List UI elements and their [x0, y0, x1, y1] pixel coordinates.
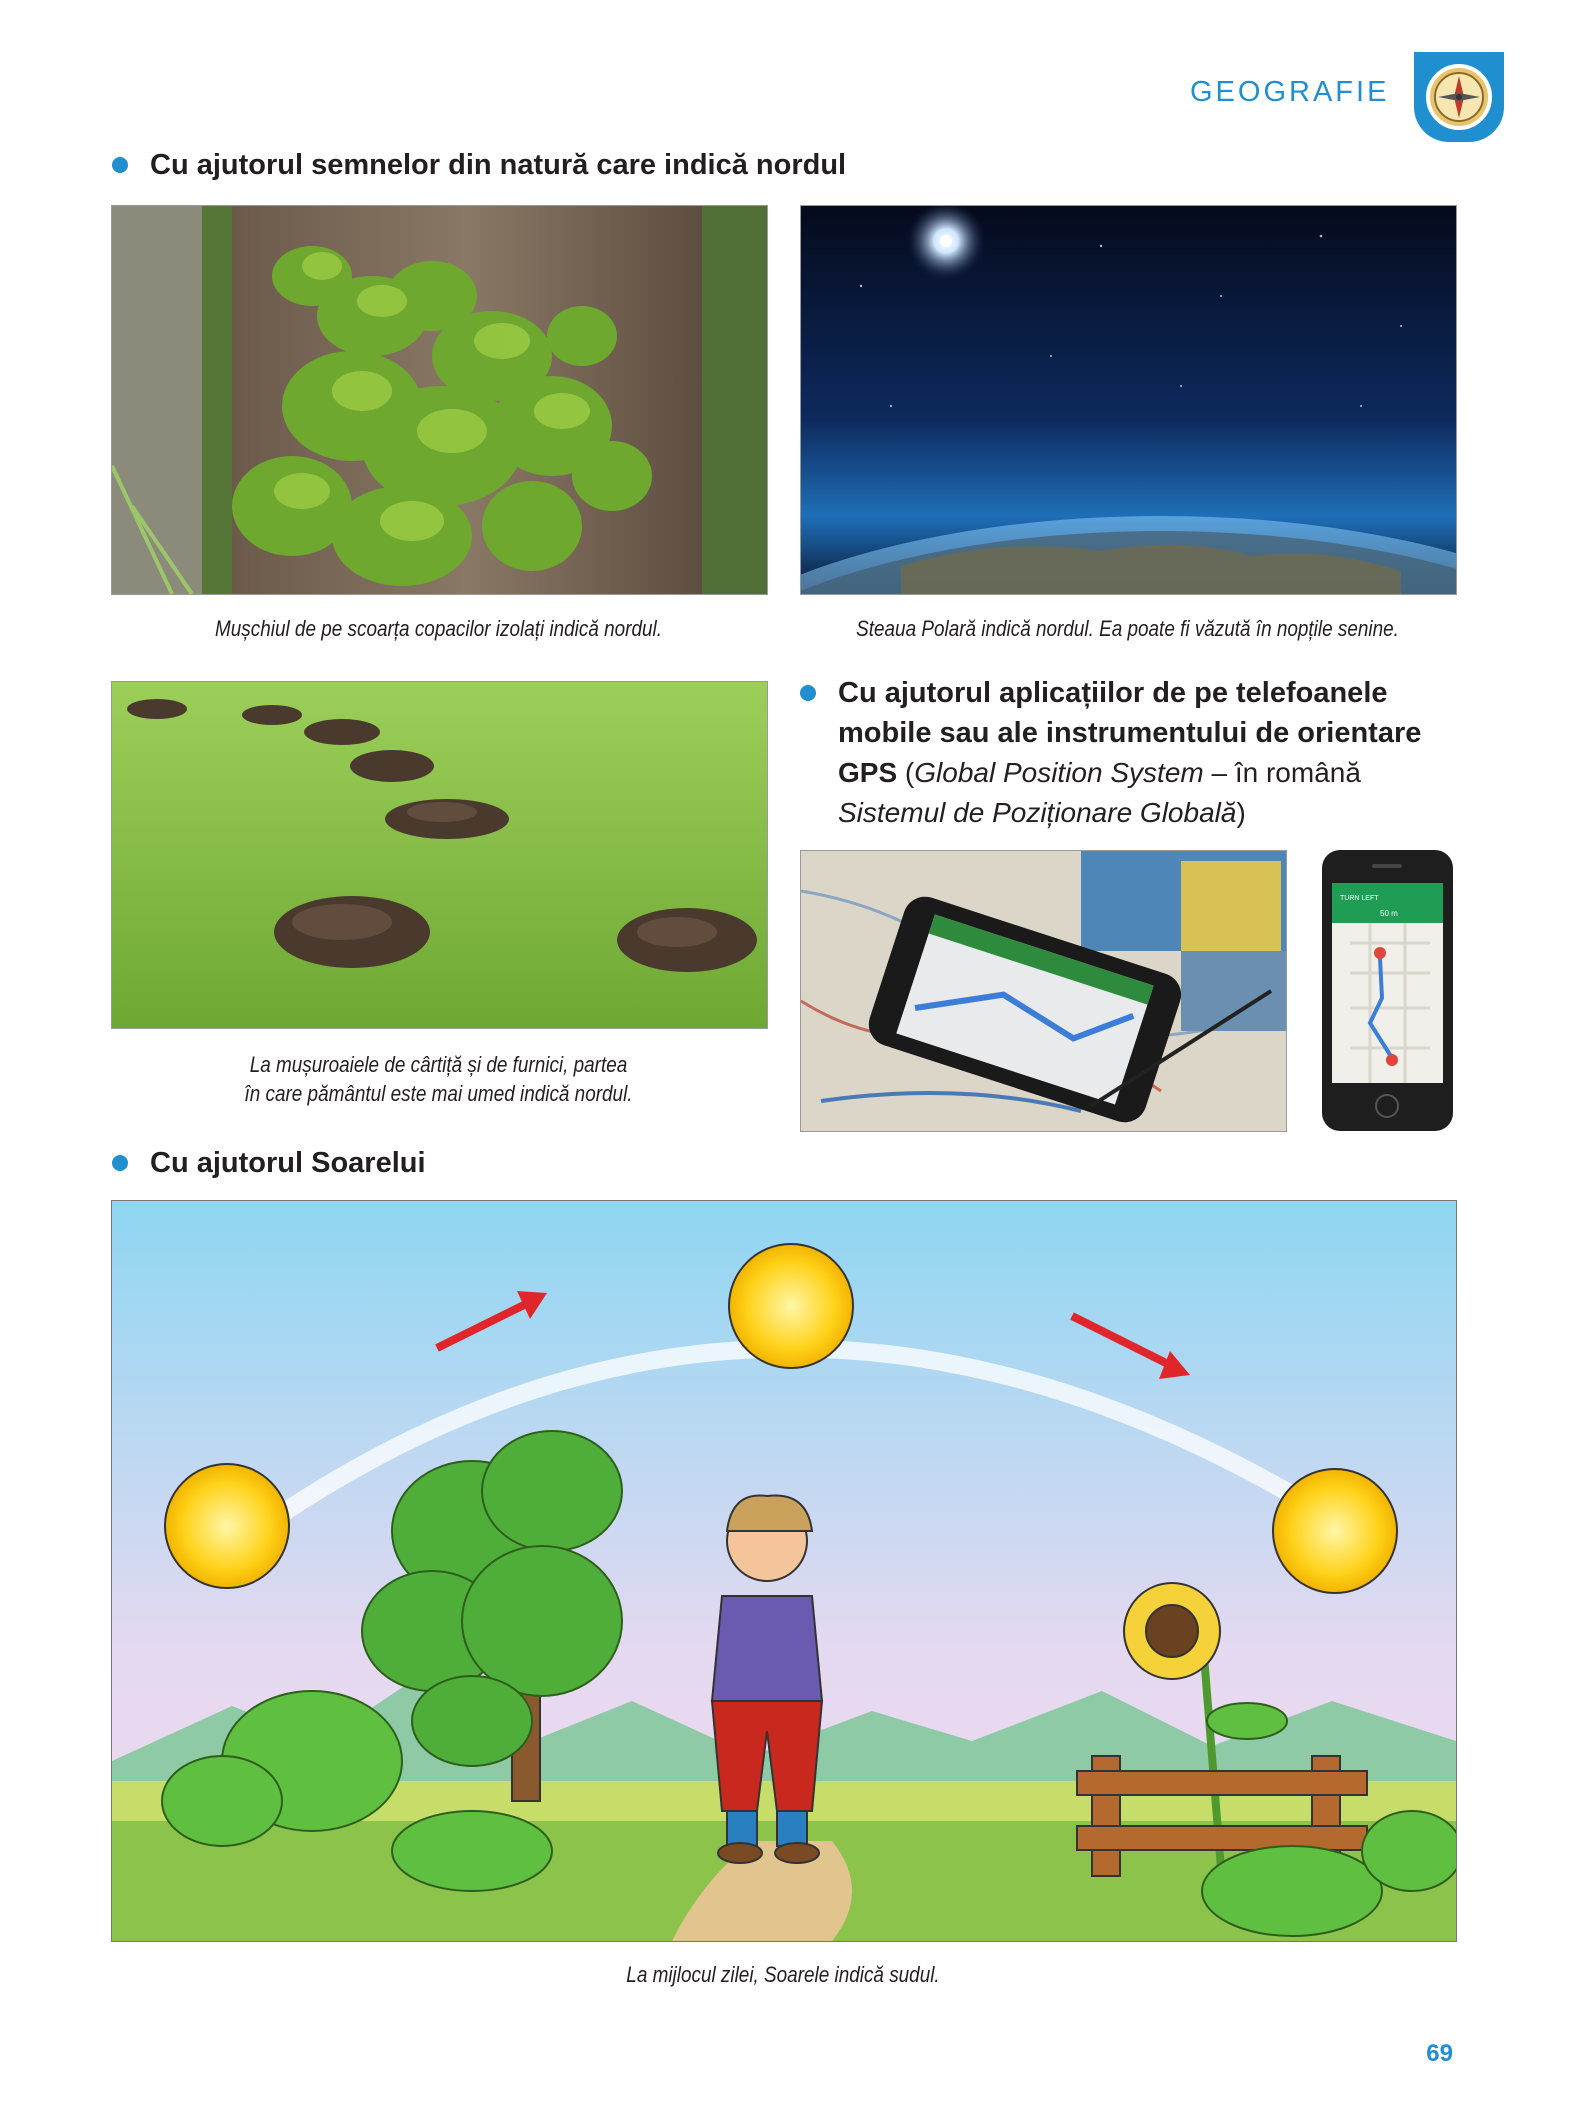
sun-heading-row — [112, 1143, 426, 1183]
gps-device-photo — [800, 850, 1287, 1132]
bullet-icon — [800, 685, 816, 701]
sun-noon-icon — [729, 1244, 853, 1368]
sun-evening-icon — [1273, 1469, 1397, 1593]
phone-turn-text: TURN LEFT — [1340, 895, 1379, 902]
nature-heading: Cu ajutorul semnelor din natură care indică nordul — [150, 149, 847, 181]
phone-distance-text: 50 m — [1380, 909, 1398, 918]
molehills-caption-line1: La mușuroaiele de cârtiță și de furnici, partea — [249, 1052, 628, 1077]
sun-path-illustration — [111, 1200, 1457, 1942]
gps-acronym: GPS — [838, 757, 898, 788]
gps-line1: Cu ajutorul aplicațiilor de pe telefoanele — [838, 677, 1388, 709]
bullet-icon — [112, 157, 128, 173]
gps-paren-open: ( — [897, 757, 915, 788]
bullet-icon — [112, 1155, 128, 1171]
compass-icon — [1414, 52, 1504, 142]
moss-photo — [111, 205, 768, 595]
molehills-caption-line2: în care pământul este mai umed indică nordul. — [244, 1081, 633, 1106]
polar-star-caption: Steaua Polară indică nordul. Ea poate fi văzută în nopțile senine. — [856, 616, 1399, 641]
moss-caption: Mușchiul de pe scoarța copacilor izolați indică nordul. — [215, 616, 662, 641]
gps-paren-close: ) — [1236, 797, 1246, 828]
page-number: 69 — [1426, 2040, 1453, 2067]
gps-paragraph — [800, 673, 1460, 833]
sun-morning-icon — [165, 1464, 289, 1588]
sun-heading: Cu ajutorul Soarelui — [150, 1147, 426, 1179]
subject-title: GEOGRAFIE — [1190, 76, 1390, 108]
gps-english: Global Position System — [914, 757, 1204, 788]
nature-heading-row — [112, 145, 846, 185]
gps-dash-text: – în română — [1203, 757, 1361, 788]
sun-caption: La mijlocul zilei, Soarele indică sudul. — [626, 1962, 940, 1987]
gps-line2: mobile sau ale instrumentului de orientare — [838, 717, 1422, 749]
polar-star-photo — [800, 205, 1457, 595]
smartphone-image — [1320, 848, 1455, 1133]
molehills-photo — [111, 681, 768, 1029]
gps-romanian: Sistemul de Poziționare Globală — [838, 797, 1237, 828]
